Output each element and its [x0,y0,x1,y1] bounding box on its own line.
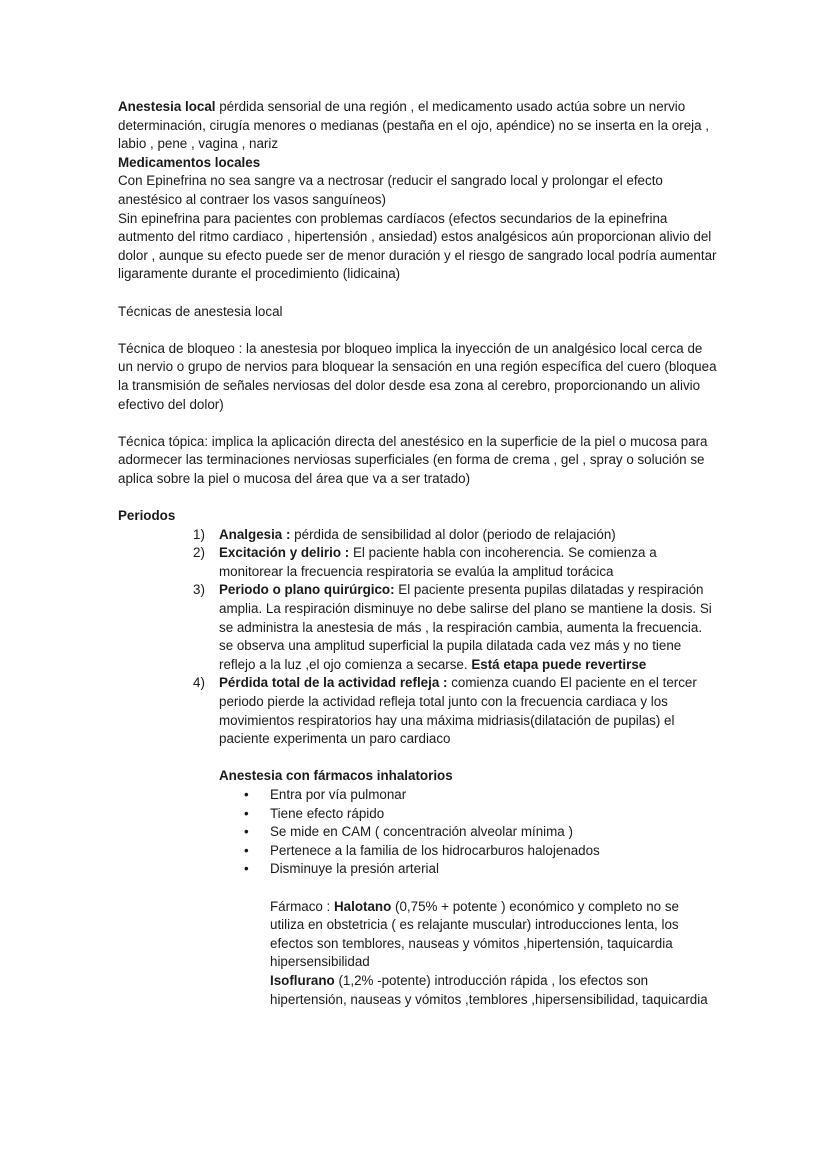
bullet-text: Se mide en CAM ( concentración alveolar mínima ) [270,824,573,840]
periodo-title: Pérdida total de la actividad refleja : [219,675,448,691]
inhalatorios-heading: Anestesia con fármacos inhalatorios [219,768,453,784]
bullet-item [219,786,718,805]
periodo-number: 4) [193,675,205,691]
intro-text: pérdida sensorial de una región , el medicamento usado actúa sobre un nervio determinación, cirugía menores o medianas (pestaña en el ojo, apéndice) no se inserta en la oreja , labio , pene , vagina , nariz [118,99,710,152]
periodo-item-3 [118,581,718,674]
bullet-icon: • [244,824,249,840]
bullet-icon: • [244,805,249,821]
isoflurano-text: (1,2% -potente) introducción rápida , los efectos son hipertensión, nauseas y vómitos ,temblores ,hipersensibilidad, taquicardia [270,972,708,1007]
periodo-tail-bold: Está etapa puede revertirse [471,656,647,672]
periodo-title: Analgesia : [219,526,291,542]
periodo-number: 2) [193,545,205,561]
periodo-item-1 [118,526,718,545]
farmaco-prefix: Fármaco : [270,898,334,914]
bullet-icon: • [244,861,249,877]
bullet-item [219,842,718,861]
bullet-text: Tiene efecto rápido [270,805,385,821]
periodo-text: pérdida de sensibilidad al dolor (periodo de relajación) [290,526,616,542]
con-epinefrina-paragraph: Con Epinefrina no sea sangre va a nectrosar (reducir el sangrado local y prolongar el efecto anestésico al contraer los vasos sanguíneos) [118,173,663,207]
sin-epinefrina-paragraph: Sin epinefrina para pacientes con problemas cardíacos (efectos secundarios de la epinefrina autmento del ritmo cardiaco , hipertensión , ansiedad) estos analgésicos aún proporcionan alivio del dolor , aunque su efecto puede ser de menor duración y el riesgo de sangrado local podría aumentar ligaramente durante el procedimiento (lidicaina) [118,210,717,282]
intro-title: Anestesia local [118,99,216,114]
periodo-item-4 [118,674,718,748]
periodo-item-2 [118,544,718,581]
intro-paragraph [118,98,718,154]
halotano-text: (0,75% + potente ) económico y completo no se utiliza en obstetricia ( es relajante muscular) introducciones lenta, los efectos son temblores, nauseas y vómitos ,hipertensión, taquicardia hipersensibilidad [270,898,679,970]
medicamentos-heading: Medicamentos locales [118,154,261,170]
halotano-paragraph [270,898,710,972]
bullet-item [219,823,718,842]
periodo-number: 1) [193,526,205,542]
periodo-number: 3) [193,582,205,598]
document-page [118,98,718,1009]
tecnicas-heading: Técnicas de anestesia local [118,303,283,319]
bullet-item [219,805,718,824]
periodos-heading: Periodos [118,508,176,524]
tecnica-topica-paragraph: Técnica tópica: implica la aplicación directa del anestésico en la superficie de la piel o mucosa para adormecer las terminaciones nerviosas superficiales (en forma de crema , gel , spray o solución se aplica sobre la piel o mucosa del área que va a ser tratado) [118,433,708,486]
periodo-title: Excitación y delirio : [219,545,350,561]
farmaco-block [219,898,710,1010]
tecnica-bloqueo-paragraph: Técnica de bloqueo : la anestesia por bloqueo implica la inyección de un analgésico local cerca de un nervio o grupo de nervios para bloquear la sensación en una región específica del cuero (bloquea la transmisión de señales nerviosas del dolor desde esa zona al cerebro, proporcionando un alivio efectivo del dolor) [118,340,717,412]
halotano-name: Halotano [334,898,392,914]
bullet-text: Pertenece a la familia de los hidrocarburos halojenados [270,842,600,858]
bullet-text: Disminuye la presión arterial [270,861,439,877]
bullet-icon: • [244,842,249,858]
periodo-text: El paciente presenta pupilas dilatadas y respiración amplia. La respiración disminuye no debe salirse del plano se mantiene la dosis. Si se administra la anestesia de más , la respiración cambia, aumenta la frecuencia. se observa una amplitud superficial la pupila dilatada cada vez más y no tiene reflejo a la luz ,el ojo comienza a secarse. [219,582,712,672]
periodo-text: El paciente habla con incoherencia. Se comienza a monitorear la frecuencia respiratoria se evalúa la amplitud torácica [219,545,657,579]
isoflurano-name: Isoflurano [270,972,335,988]
inhalatorios-bullet-list [219,786,718,879]
bullet-item [219,860,718,879]
periodos-list [118,526,718,749]
inhalatorios-section [118,767,718,1009]
periodo-title: Periodo o plano quirúrgico: [219,582,395,598]
isoflurano-paragraph [270,972,710,1009]
bullet-icon: • [244,786,249,802]
periodo-text: comienza cuando El paciente en el tercer periodo pierde la actividad refleja total junto con la frecuencia cardiaca y los movimientos respiratorios hay una máxima midriasis(dilatación de pupilas) el paciente experimenta un paro cardiaco [219,675,697,747]
bullet-text: Entra por vía pulmonar [270,786,407,802]
